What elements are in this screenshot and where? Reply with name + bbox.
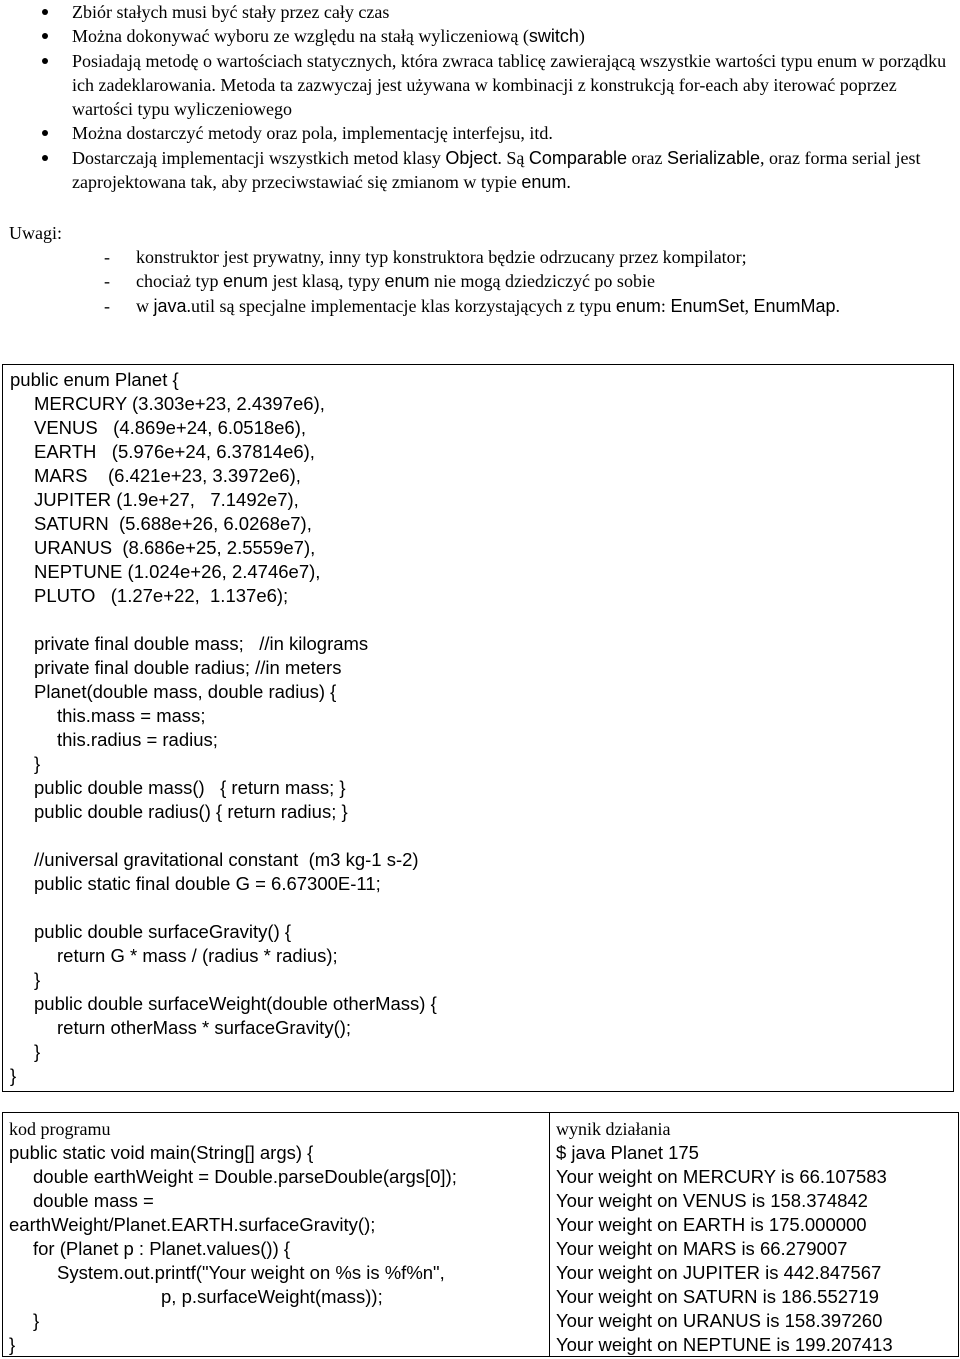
enum-code-block — [2, 364, 954, 1092]
bullet-item — [0, 146, 950, 195]
code-column-header: kod programu — [9, 1119, 111, 1139]
text-segment: EnumMap — [753, 295, 836, 316]
text-segment: ) — [578, 26, 585, 47]
text-segment: nie mogą dziedziczyć po sobie — [429, 271, 655, 292]
text-segment: Zbiór stałych musi być stały przez cały czas — [72, 2, 390, 22]
code-line: public enum Planet { — [10, 369, 179, 390]
code-line: MERCURY (3.303e+23, 2.4397e6), — [34, 393, 325, 414]
code-line: Planet(double mass, double radius) { — [34, 681, 337, 702]
output-line: Your weight on EARTH is 175.000000 — [556, 1214, 867, 1235]
output-line: Your weight on VENUS is 158.374842 — [556, 1190, 868, 1211]
text-segment: Comparable — [528, 147, 627, 168]
text-segment: enum — [615, 295, 661, 316]
code-line: this.mass = mass; — [57, 705, 206, 726]
code-line: return G * mass / (radius * radius); — [57, 945, 338, 966]
code-line: //universal gravitational constant (m3 kg-1 s-2) — [34, 849, 419, 870]
text-segment: , — [744, 295, 754, 316]
code-line: MARS (6.421e+23, 3.3972e6), — [34, 465, 301, 486]
code-line: } — [34, 969, 41, 990]
code-line: VENUS (4.869e+24, 6.0518e6), — [34, 417, 307, 438]
output-line: Your weight on JUPITER is 442.847567 — [556, 1262, 882, 1283]
text-segment: java — [153, 295, 187, 316]
feature-list — [0, 0, 950, 194]
code-line: EARTH (5.976e+24, 6.37814e6), — [34, 441, 315, 462]
text-segment: EnumSet — [670, 295, 745, 316]
bullet-item — [0, 49, 950, 122]
main-code-line: double earthWeight = Double.parseDouble(args[0]); — [33, 1166, 457, 1187]
code-line: public double radius() { return radius; } — [34, 801, 348, 822]
bullet-item — [0, 121, 950, 145]
text-segment: Można dokonywać wyboru ze względu na stałą wyliczeniową ( — [72, 26, 529, 47]
text-segment: Serializable — [666, 147, 761, 168]
program-output-table — [2, 1112, 959, 1357]
code-line: } — [34, 753, 41, 774]
code-line: } — [10, 1065, 17, 1086]
output-line: Your weight on URANUS is 158.397260 — [556, 1310, 883, 1331]
code-line: this.radius = radius; — [57, 729, 218, 750]
code-line: PLUTO (1.27e+22, 1.137e6); — [34, 585, 289, 606]
note-item — [0, 294, 950, 318]
code-column — [3, 1113, 550, 1357]
main-code-line: earthWeight/Planet.EARTH.surfaceGravity(); — [9, 1214, 376, 1235]
main-code-line: double mass = — [33, 1190, 154, 1211]
text-segment: , oraz forma serial jest zaprojektowana tak, aby przeciwstawiać się zmianom w typie — [72, 147, 921, 193]
main-code-line: p, p.surfaceWeight(mass)); — [161, 1286, 383, 1307]
text-segment: .util są specjalne implementacje klas korzystających z typu — [186, 295, 616, 316]
code-line: private final double radius; //in meters — [34, 657, 342, 678]
note-item — [0, 269, 950, 293]
text-segment: enum — [521, 172, 567, 193]
code-line: NEPTUNE (1.024e+26, 2.4746e7), — [34, 561, 321, 582]
text-segment: chociaż typ — [136, 271, 223, 292]
notes-list — [0, 245, 950, 318]
text-segment: enum — [222, 271, 268, 292]
output-column — [550, 1113, 959, 1357]
main-code-line: } — [33, 1310, 40, 1331]
main-code-line: public static void main(String[] args) { — [9, 1142, 314, 1163]
code-line: URANUS (8.686e+25, 2.5559e7), — [34, 537, 316, 558]
code-line: } — [34, 1041, 41, 1062]
text-segment: Object — [445, 147, 498, 168]
text-segment: konstruktor jest prywatny, inny typ konstruktora będzie odrzucany przez kompilator; — [136, 247, 747, 267]
text-segment: Dostarczają implementacji wszystkich metod klasy — [72, 147, 446, 168]
bullet-item — [0, 24, 950, 48]
text-segment: . — [566, 172, 571, 193]
notes-label: Uwagi: — [9, 223, 62, 243]
main-code-line: System.out.printf("Your weight on %s is %f%n", — [57, 1262, 445, 1283]
code-line: public static final double G = 6.67300E-11; — [34, 873, 381, 894]
text-segment: oraz — [626, 147, 667, 168]
text-segment: . Są — [497, 147, 529, 168]
main-code-line: for (Planet p : Planet.values()) { — [33, 1238, 291, 1259]
main-code-line: } — [9, 1334, 16, 1355]
code-line: SATURN (5.688e+26, 6.0268e7), — [34, 513, 312, 534]
output-column-header: wynik działania — [556, 1119, 671, 1139]
text-segment: . — [835, 295, 841, 316]
output-line: $ java Planet 175 — [556, 1142, 699, 1163]
text-segment: Można dostarczyć metody oraz pola, implementację interfejsu, itd. — [72, 123, 553, 144]
output-line: Your weight on SATURN is 186.552719 — [556, 1286, 879, 1307]
text-segment: w — [136, 295, 154, 316]
code-line: return otherMass * surfaceGravity(); — [57, 1017, 352, 1038]
output-line: Your weight on MERCURY is 66.107583 — [556, 1166, 887, 1187]
text-segment: switch — [528, 26, 579, 47]
text-segment: enum — [384, 271, 430, 292]
text-segment: : — [660, 295, 671, 316]
code-line: public double surfaceGravity() { — [34, 921, 292, 942]
output-line: Your weight on MARS is 66.279007 — [556, 1238, 848, 1259]
code-line: public double mass() { return mass; } — [34, 777, 346, 798]
text-segment: Posiadają metodę o wartościach statycznych, która zwraca tablicę zawierającą wszystkie wartości typu enum w porządku ich zadeklarowania. Metoda ta zazwyczaj jest używana w kombinacji z konstrukcją for-each aby iterować poprzez wartości typu wyliczeniowego — [72, 50, 947, 120]
text-segment: jest klasą, typy — [268, 271, 385, 292]
output-line: Your weight on NEPTUNE is 199.207413 — [556, 1334, 893, 1355]
bullet-item — [0, 0, 950, 24]
code-line: JUPITER (1.9e+27, 7.1492e7), — [34, 489, 299, 510]
note-item — [0, 245, 950, 269]
code-line: public double surfaceWeight(double otherMass) { — [34, 993, 437, 1014]
code-line: private final double mass; //in kilograms — [34, 633, 369, 654]
